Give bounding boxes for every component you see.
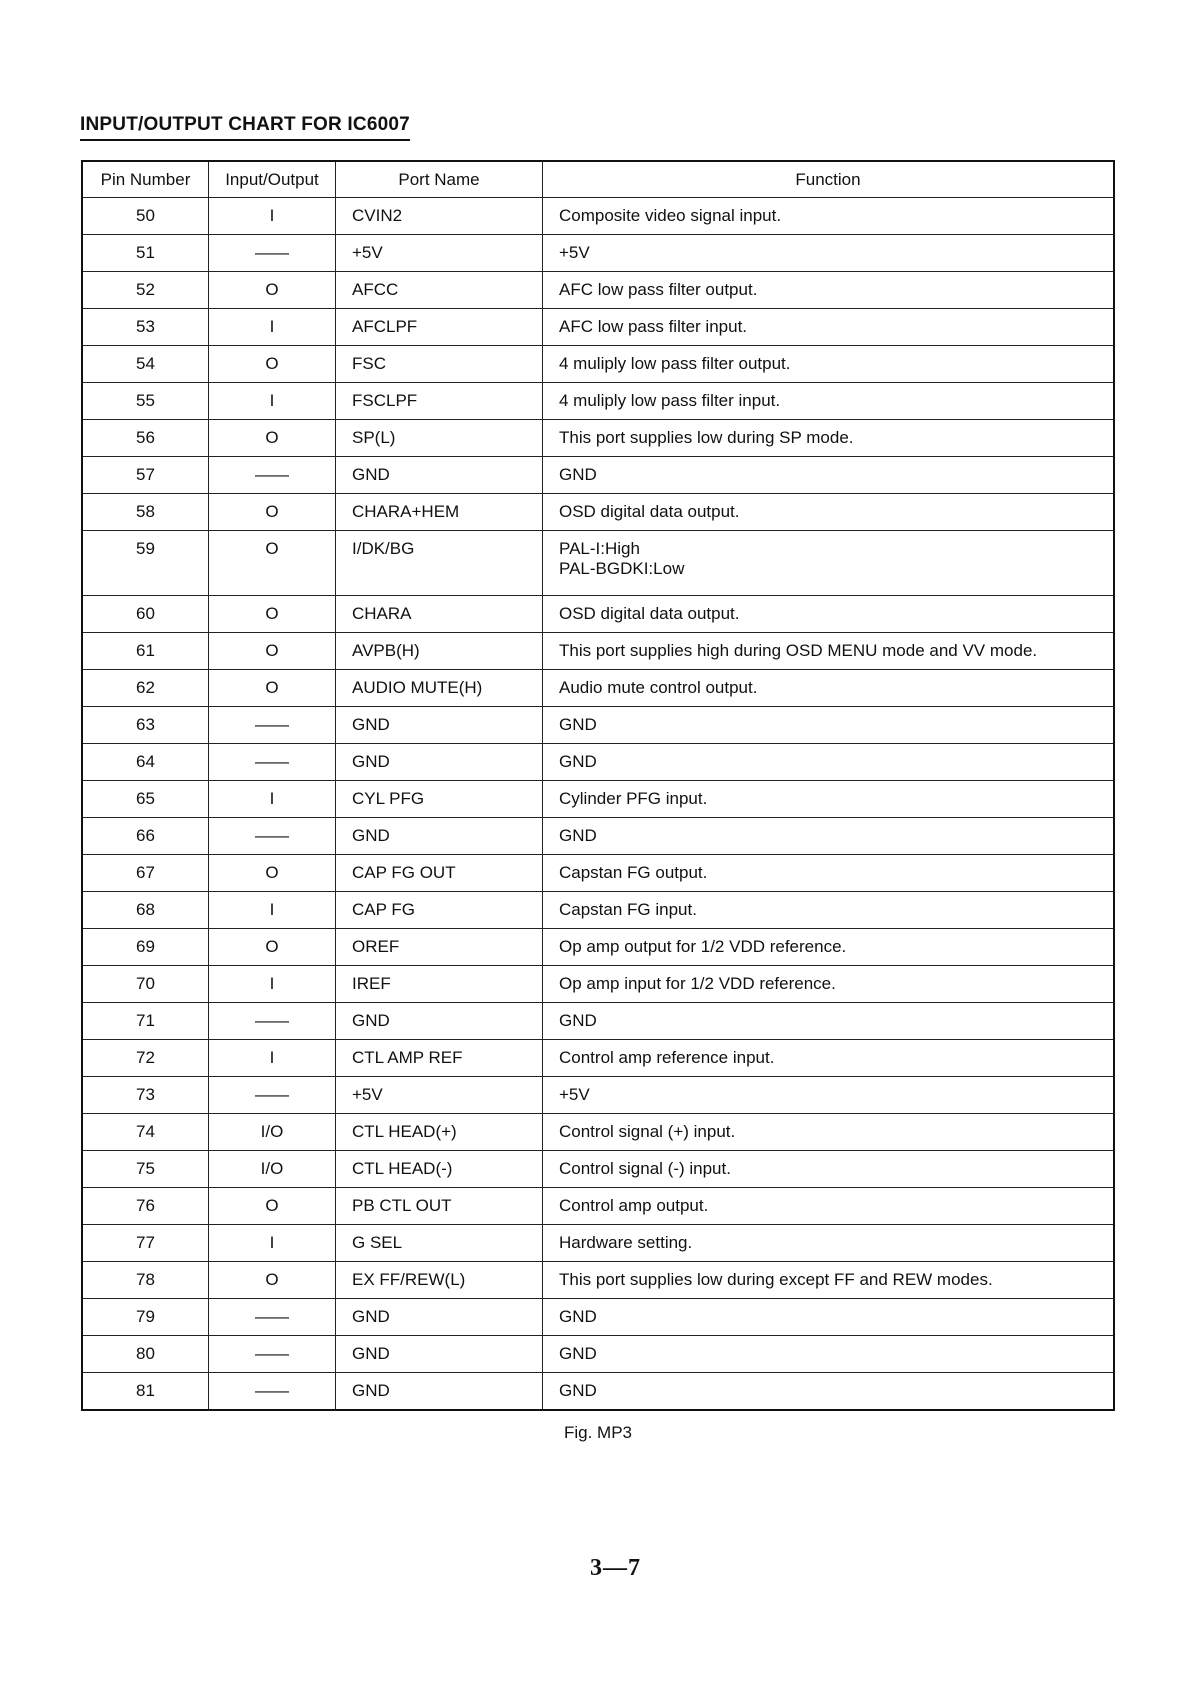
table-row	[82, 670, 1114, 707]
pin-cell: 78	[82, 1262, 209, 1299]
port-name-cell: CAP FG	[336, 892, 543, 929]
port-name-cell: GND	[336, 1373, 543, 1411]
table-row	[82, 966, 1114, 1003]
pin-cell: 64	[82, 744, 209, 781]
pin-cell: 74	[82, 1114, 209, 1151]
table-row	[82, 272, 1114, 309]
table-row	[82, 1373, 1114, 1411]
io-cell: I	[209, 966, 336, 1003]
port-name-cell: G SEL	[336, 1225, 543, 1262]
function-cell: +5V	[543, 235, 1115, 272]
port-name-cell: GND	[336, 1003, 543, 1040]
function-cell: Hardware setting.	[543, 1225, 1115, 1262]
function-cell: GND	[543, 744, 1115, 781]
table-row	[82, 383, 1114, 420]
function-cell: Cylinder PFG input.	[543, 781, 1115, 818]
pin-cell: 81	[82, 1373, 209, 1411]
pin-cell: 59	[82, 531, 209, 596]
port-name-cell: GND	[336, 818, 543, 855]
table-row	[82, 346, 1114, 383]
io-cell: I	[209, 198, 336, 235]
port-name-cell: CVIN2	[336, 198, 543, 235]
port-name-cell: SP(L)	[336, 420, 543, 457]
table-body	[82, 198, 1114, 1411]
pin-cell: 60	[82, 596, 209, 633]
table-row	[82, 531, 1114, 596]
function-cell: GND	[543, 1299, 1115, 1336]
port-name-cell: AFCC	[336, 272, 543, 309]
page-number: 3—7	[590, 1555, 641, 1581]
io-cell: ——	[209, 1336, 336, 1373]
table-row	[82, 457, 1114, 494]
header-input-output: Input/Output	[209, 161, 336, 198]
port-name-cell: CYL PFG	[336, 781, 543, 818]
table-row	[82, 929, 1114, 966]
function-cell: +5V	[543, 1077, 1115, 1114]
function-cell: GND	[543, 457, 1115, 494]
port-name-cell: GND	[336, 1336, 543, 1373]
function-cell: AFC low pass filter output.	[543, 272, 1115, 309]
function-cell: GND	[543, 818, 1115, 855]
io-cell: O	[209, 494, 336, 531]
table-row	[82, 1262, 1114, 1299]
pin-cell: 69	[82, 929, 209, 966]
function-cell: Control amp output.	[543, 1188, 1115, 1225]
table-row	[82, 1336, 1114, 1373]
port-name-cell: CHARA	[336, 596, 543, 633]
io-cell: ——	[209, 1373, 336, 1411]
function-cell: Control amp reference input.	[543, 1040, 1115, 1077]
pin-cell: 51	[82, 235, 209, 272]
port-name-cell: AUDIO MUTE(H)	[336, 670, 543, 707]
io-cell: O	[209, 596, 336, 633]
pin-cell: 50	[82, 198, 209, 235]
function-cell: GND	[543, 1373, 1115, 1411]
io-cell: ——	[209, 235, 336, 272]
table-row	[82, 855, 1114, 892]
function-cell: GND	[543, 1336, 1115, 1373]
pin-cell: 70	[82, 966, 209, 1003]
port-name-cell: IREF	[336, 966, 543, 1003]
function-cell: GND	[543, 707, 1115, 744]
header-function: Function	[543, 161, 1115, 198]
table-row	[82, 420, 1114, 457]
io-cell: O	[209, 420, 336, 457]
port-name-cell: GND	[336, 707, 543, 744]
function-cell: This port supplies low during SP mode.	[543, 420, 1115, 457]
port-name-cell: GND	[336, 744, 543, 781]
table-row	[82, 633, 1114, 670]
table-row	[82, 1299, 1114, 1336]
header-port-name: Port Name	[336, 161, 543, 198]
pin-cell: 65	[82, 781, 209, 818]
io-cell: O	[209, 855, 336, 892]
function-cell: Op amp output for 1/2 VDD reference.	[543, 929, 1115, 966]
function-cell: This port supplies high during OSD MENU mode and VV mode.	[543, 633, 1115, 670]
pin-cell: 53	[82, 309, 209, 346]
function-cell: Control signal (-) input.	[543, 1151, 1115, 1188]
pin-cell: 73	[82, 1077, 209, 1114]
io-cell: ——	[209, 1299, 336, 1336]
io-cell: O	[209, 633, 336, 670]
table-row	[82, 235, 1114, 272]
table-row	[82, 596, 1114, 633]
port-name-cell: CTL HEAD(-)	[336, 1151, 543, 1188]
function-cell: OSD digital data output.	[543, 596, 1115, 633]
io-cell: I	[209, 309, 336, 346]
function-cell	[543, 531, 1115, 596]
io-cell: ——	[209, 744, 336, 781]
table-row	[82, 1077, 1114, 1114]
table-row	[82, 1114, 1114, 1151]
function-line: PAL-I:High	[559, 539, 640, 558]
io-cell: I	[209, 1225, 336, 1262]
pin-cell: 55	[82, 383, 209, 420]
table-row	[82, 1040, 1114, 1077]
io-cell: O	[209, 1188, 336, 1225]
table-row	[82, 198, 1114, 235]
port-name-cell: +5V	[336, 235, 543, 272]
table-row	[82, 781, 1114, 818]
function-cell: AFC low pass filter input.	[543, 309, 1115, 346]
table-header-row	[82, 161, 1114, 198]
pin-cell: 57	[82, 457, 209, 494]
function-cell: OSD digital data output.	[543, 494, 1115, 531]
port-name-cell: GND	[336, 1299, 543, 1336]
port-name-cell: I/DK/BG	[336, 531, 543, 596]
function-cell: Composite video signal input.	[543, 198, 1115, 235]
port-name-cell: OREF	[336, 929, 543, 966]
table-row	[82, 309, 1114, 346]
pin-cell: 68	[82, 892, 209, 929]
pin-cell: 76	[82, 1188, 209, 1225]
io-cell: O	[209, 1262, 336, 1299]
io-cell: ——	[209, 818, 336, 855]
port-name-cell: FSCLPF	[336, 383, 543, 420]
figure-caption: Fig. MP3	[564, 1423, 633, 1442]
pin-cell: 77	[82, 1225, 209, 1262]
pin-cell: 67	[82, 855, 209, 892]
function-cell: Audio mute control output.	[543, 670, 1115, 707]
pin-cell: 61	[82, 633, 209, 670]
io-cell: O	[209, 346, 336, 383]
pin-cell: 63	[82, 707, 209, 744]
port-name-cell: CTL AMP REF	[336, 1040, 543, 1077]
table-row	[82, 494, 1114, 531]
table-row	[82, 1003, 1114, 1040]
table-row	[82, 707, 1114, 744]
io-cell: I	[209, 781, 336, 818]
port-name-cell: FSC	[336, 346, 543, 383]
pin-cell: 52	[82, 272, 209, 309]
pin-cell: 62	[82, 670, 209, 707]
io-cell: O	[209, 670, 336, 707]
function-cell: This port supplies low during except FF and REW modes.	[543, 1262, 1115, 1299]
function-cell: Op amp input for 1/2 VDD reference.	[543, 966, 1115, 1003]
function-cell: Capstan FG output.	[543, 855, 1115, 892]
io-cell: I/O	[209, 1114, 336, 1151]
pin-cell: 72	[82, 1040, 209, 1077]
port-name-cell: +5V	[336, 1077, 543, 1114]
io-cell: I	[209, 1040, 336, 1077]
port-name-cell: CHARA+HEM	[336, 494, 543, 531]
io-cell: ——	[209, 707, 336, 744]
page-title: INPUT/OUTPUT CHART FOR IC6007	[80, 114, 410, 141]
pin-cell: 80	[82, 1336, 209, 1373]
table-row	[82, 744, 1114, 781]
function-cell: 4 muliply low pass filter input.	[543, 383, 1115, 420]
pin-cell: 66	[82, 818, 209, 855]
io-chart-table	[81, 160, 1115, 1411]
function-cell: Capstan FG input.	[543, 892, 1115, 929]
io-cell: O	[209, 929, 336, 966]
function-cell: 4 muliply low pass filter output.	[543, 346, 1115, 383]
io-cell: O	[209, 272, 336, 309]
pin-cell: 75	[82, 1151, 209, 1188]
function-cell: Control signal (+) input.	[543, 1114, 1115, 1151]
pin-cell: 56	[82, 420, 209, 457]
io-cell: ——	[209, 1077, 336, 1114]
io-cell: I	[209, 892, 336, 929]
pin-cell: 71	[82, 1003, 209, 1040]
io-cell: ——	[209, 1003, 336, 1040]
table-row	[82, 1151, 1114, 1188]
function-line: PAL-BGDKI:Low	[559, 559, 685, 578]
pin-cell: 54	[82, 346, 209, 383]
port-name-cell: PB CTL OUT	[336, 1188, 543, 1225]
io-cell: O	[209, 531, 336, 596]
port-name-cell: GND	[336, 457, 543, 494]
pin-cell: 79	[82, 1299, 209, 1336]
io-cell: I/O	[209, 1151, 336, 1188]
port-name-cell: CAP FG OUT	[336, 855, 543, 892]
port-name-cell: EX FF/REW(L)	[336, 1262, 543, 1299]
table-row	[82, 892, 1114, 929]
io-cell: ——	[209, 457, 336, 494]
port-name-cell: AVPB(H)	[336, 633, 543, 670]
table-row	[82, 1225, 1114, 1262]
function-cell: GND	[543, 1003, 1115, 1040]
table-row	[82, 1188, 1114, 1225]
pin-cell: 58	[82, 494, 209, 531]
io-cell: I	[209, 383, 336, 420]
port-name-cell: CTL HEAD(+)	[336, 1114, 543, 1151]
table-row	[82, 818, 1114, 855]
port-name-cell: AFCLPF	[336, 309, 543, 346]
header-pin-number: Pin Number	[82, 161, 209, 198]
